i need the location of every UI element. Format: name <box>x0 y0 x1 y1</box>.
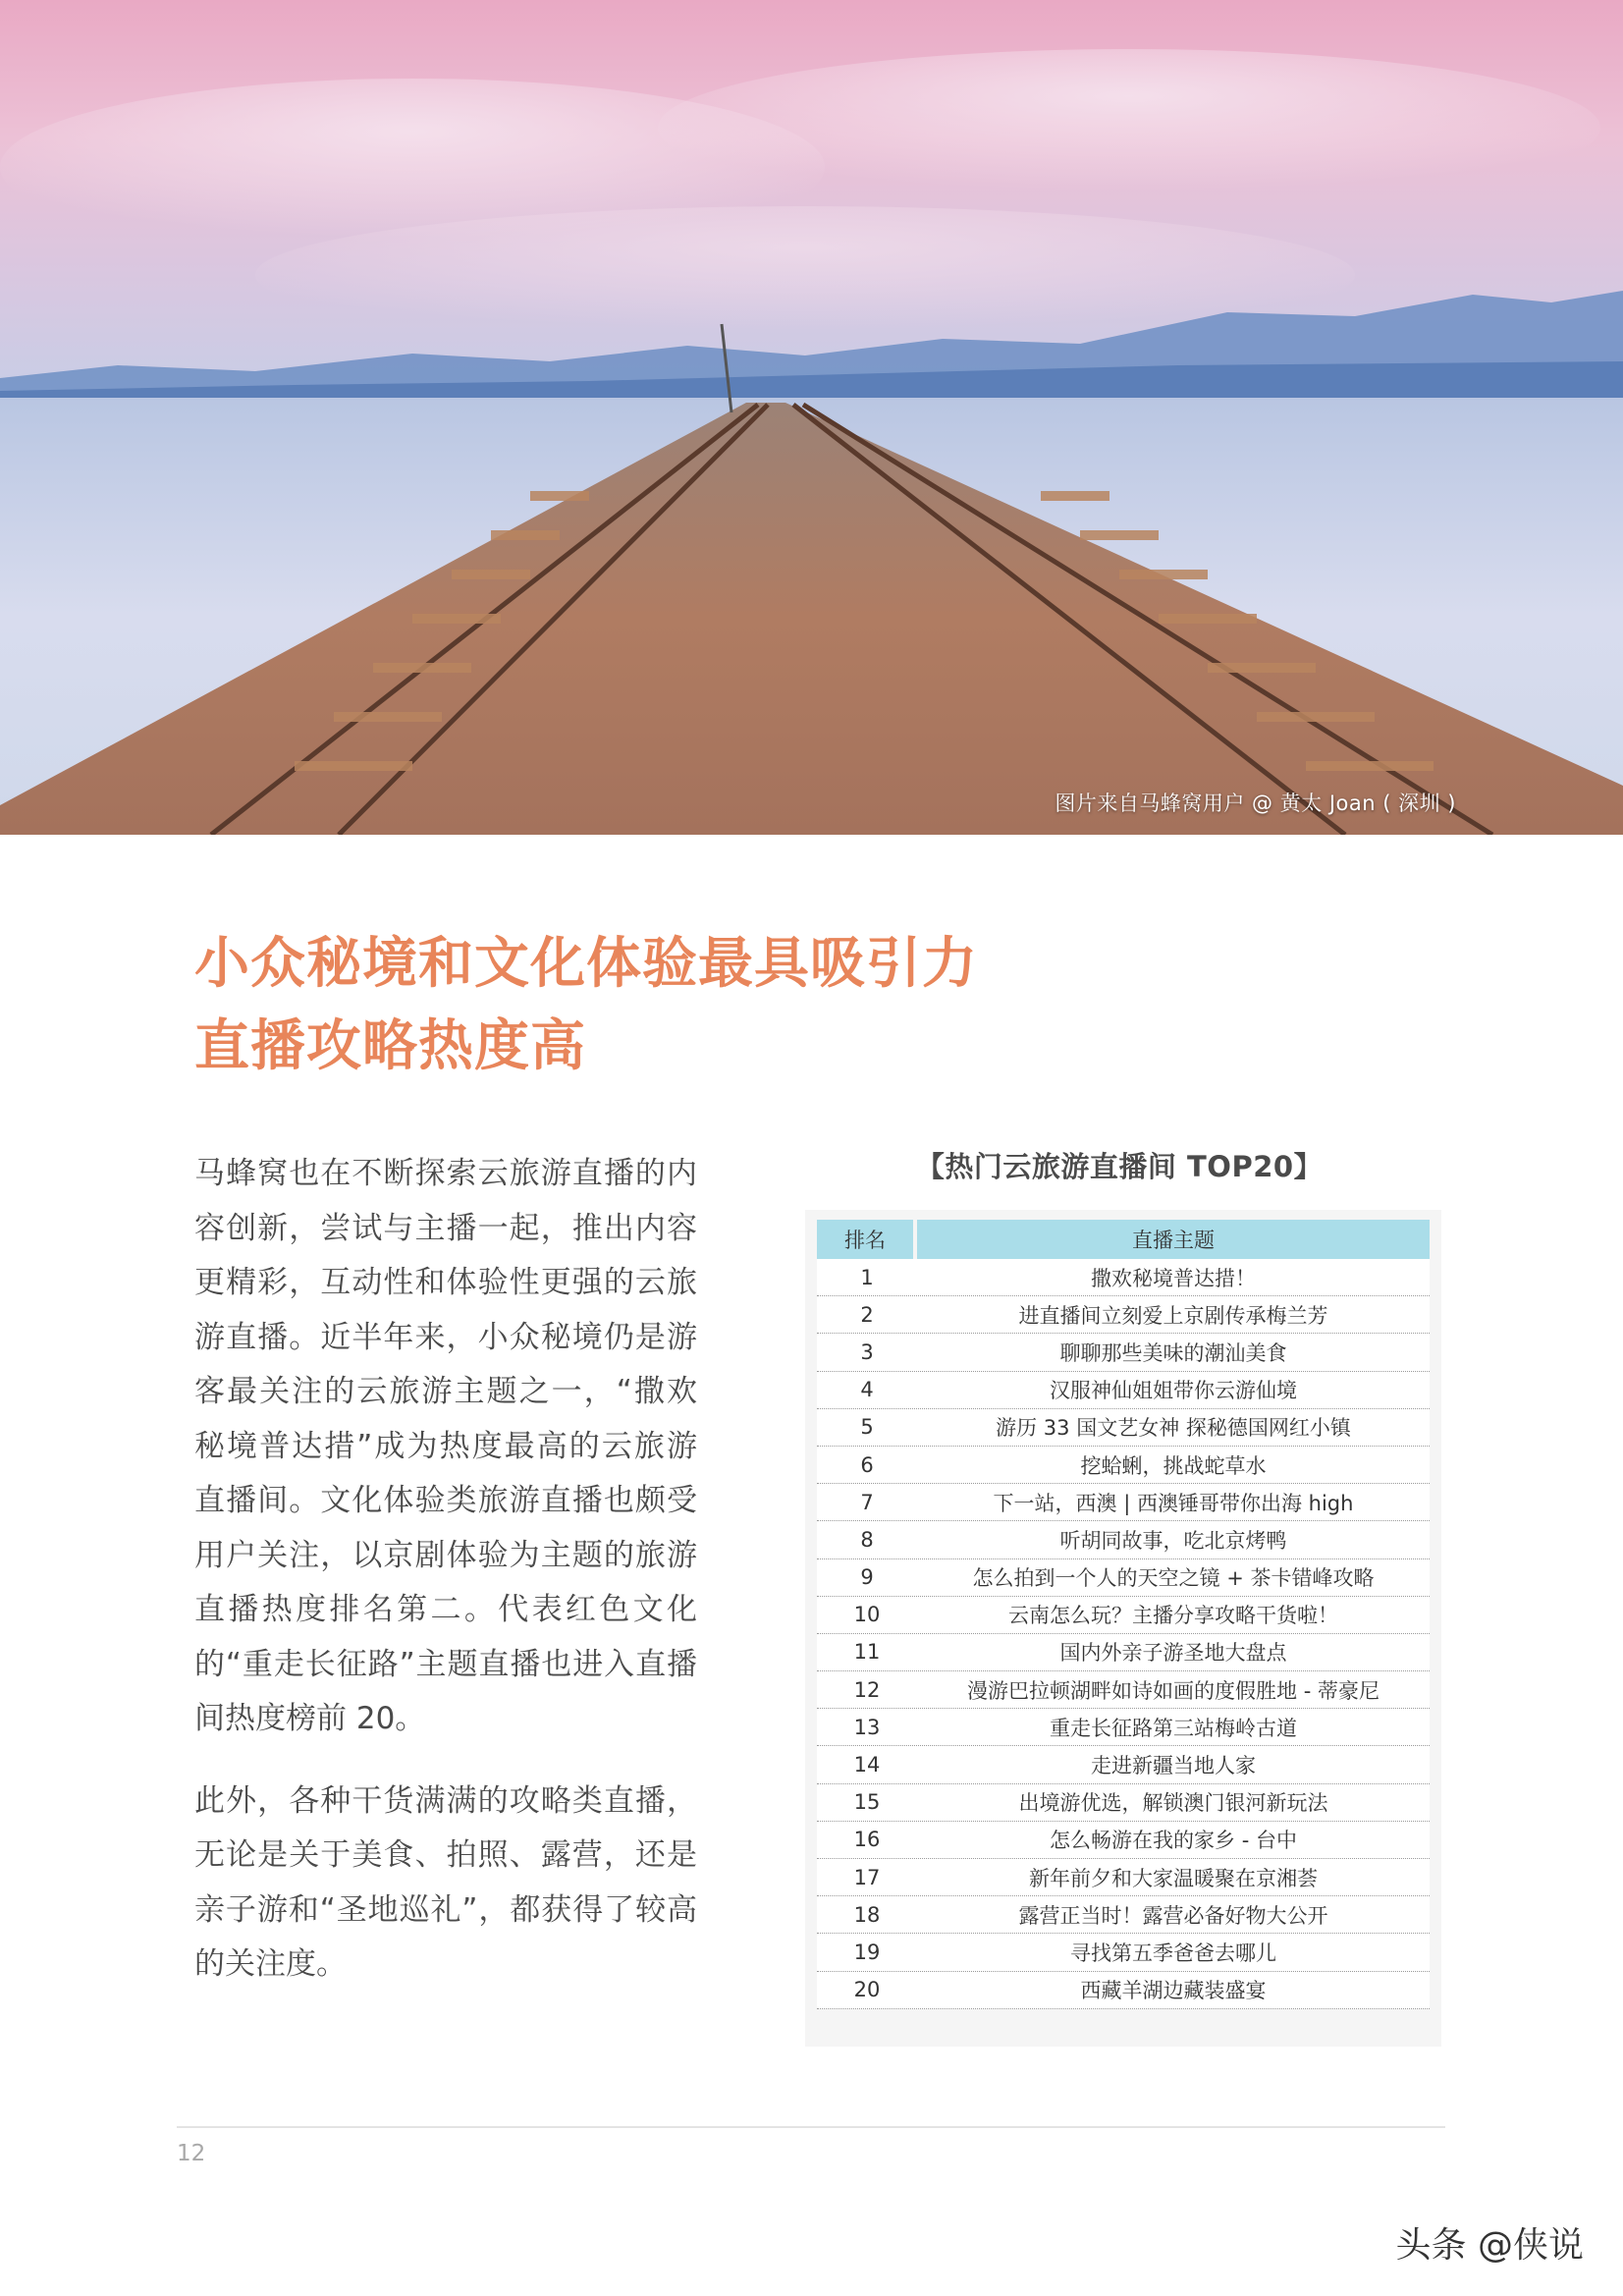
topic-cell: 听胡同故事，吃北京烤鸭 <box>1059 1528 1287 1553</box>
header-rank: 排名 <box>817 1220 913 1259</box>
topic-cell: 游历 33 国文艺女神 探秘德国网红小镇 <box>996 1416 1351 1441</box>
table-header-row <box>817 1220 1430 1259</box>
table-row <box>817 1822 1430 1859</box>
topic-cell: 下一站，西澳 | 西澳锤哥带你出海 high <box>993 1491 1354 1515</box>
rank-cell: 16 <box>853 1828 881 1852</box>
table-row <box>817 1409 1430 1447</box>
topic-cell: 进直播间立刻爱上京剧传承梅兰芳 <box>1018 1303 1328 1328</box>
topic-cell: 新年前夕和大家温暖聚在京湘荟 <box>1029 1866 1318 1890</box>
table-row <box>817 1896 1430 1934</box>
table-row <box>817 1372 1430 1409</box>
page-number: 12 <box>177 2141 206 2166</box>
headline-line-1: 小众秘境和文化体验最具吸引力 <box>194 932 978 996</box>
table-row <box>817 1559 1430 1597</box>
rank-cell: 1 <box>860 1265 874 1289</box>
rank-cell: 10 <box>853 1603 881 1627</box>
ranking-table <box>817 1220 1430 2009</box>
topic-cell: 汉服神仙姐姐带你云游仙境 <box>1050 1379 1297 1403</box>
topic-cell: 云南怎么玩？主播分享攻略干货啦！ <box>1008 1604 1338 1628</box>
rank-cell: 5 <box>860 1415 874 1440</box>
table-row <box>817 1597 1430 1634</box>
photo-credit: 图片来自马蜂窝用户 @ 黄太 Joan ( 深圳 ) <box>1055 792 1456 815</box>
table-row <box>817 1634 1430 1671</box>
table-title: 【热门云旅游直播间 TOP20】 <box>915 1150 1324 1183</box>
table-row <box>817 1447 1430 1484</box>
table-row <box>817 1259 1430 1296</box>
table-row <box>817 1934 1430 1971</box>
header-topic: 直播主题 <box>917 1220 1430 1259</box>
table-row <box>817 1671 1430 1709</box>
topic-cell: 怎么畅游在我的家乡 - 台中 <box>1050 1829 1297 1853</box>
source-watermark: 头条 @侠说 <box>1395 2225 1584 2266</box>
rank-cell: 13 <box>853 1715 881 1739</box>
rank-cell: 8 <box>860 1527 874 1552</box>
rank-cell: 17 <box>853 1865 881 1889</box>
rank-cell: 11 <box>853 1640 881 1665</box>
topic-cell: 撒欢秘境普达措！ <box>1091 1266 1256 1290</box>
topic-cell: 挖蛤蜊，挑战蛇草水 <box>1080 1453 1267 1478</box>
topic-cell: 怎么拍到一个人的天空之镜 + 茶卡错峰攻略 <box>972 1566 1375 1591</box>
rank-cell: 9 <box>860 1565 874 1590</box>
headline-line-2: 直播攻略热度高 <box>194 1014 586 1078</box>
table-row <box>817 1709 1430 1746</box>
rank-cell: 3 <box>860 1339 874 1364</box>
topic-cell: 西藏羊湖边藏装盛宴 <box>1080 1979 1267 2003</box>
table-row <box>817 1784 1430 1822</box>
body-paragraph: 此外，各种干货满满的攻略类直播，无论是关于美食、拍照、露营，还是亲子游和“圣地巡礼”，都获得了较高的关注度。 <box>194 1782 697 1982</box>
topic-cell: 出境游优选，解锁澳门银河新玩法 <box>1018 1791 1328 1816</box>
table-row <box>817 1334 1430 1371</box>
table-row <box>817 1859 1430 1896</box>
rank-cell: 15 <box>853 1790 881 1815</box>
table-row <box>817 1521 1430 1558</box>
rank-cell: 18 <box>853 1902 881 1927</box>
table-row <box>817 1972 1430 2009</box>
railway-lake-image <box>0 0 1623 835</box>
body-paragraph: 马蜂窝也在不断探索云旅游直播的内容创新，尝试与主播一起，推出内容更精彩，互动性和体验性更强的云旅游直播。近半年来，小众秘境仍是游客最关注的云旅游主题之一，“撒欢秘境普达措”成为热度最高的云旅游直播间。文化体验类旅游直播也颇受用户关注，以京剧体验为主题的旅游直播热度排名第二。代表红色文化的“重走长征路”主题直播也进入直播间热度榜前 20。 <box>194 1156 697 1736</box>
table-row <box>817 1296 1430 1334</box>
footer-divider <box>177 2126 1445 2128</box>
rank-cell: 6 <box>860 1452 874 1477</box>
rank-cell: 19 <box>853 1940 881 1964</box>
rank-cell: 7 <box>860 1490 874 1514</box>
topic-cell: 国内外亲子游圣地大盘点 <box>1059 1641 1287 1666</box>
rank-cell: 20 <box>853 1978 881 2002</box>
rank-cell: 12 <box>853 1677 881 1702</box>
hero-photo <box>0 0 1623 835</box>
rank-cell: 2 <box>860 1302 874 1327</box>
body-text-column <box>194 1147 697 2020</box>
topic-cell: 聊聊那些美味的潮汕美食 <box>1059 1340 1287 1365</box>
rank-cell: 14 <box>853 1753 881 1777</box>
ranking-table-card <box>805 1210 1441 2047</box>
section-headline <box>194 923 978 1088</box>
topic-cell: 露营正当时！露营必备好物大公开 <box>1018 1903 1328 1928</box>
table-row <box>817 1746 1430 1783</box>
topic-cell: 漫游巴拉顿湖畔如诗如画的度假胜地 - 蒂豪尼 <box>967 1678 1380 1703</box>
topic-cell: 走进新疆当地人家 <box>1091 1754 1256 1778</box>
rank-cell: 4 <box>860 1378 874 1402</box>
table-row <box>817 1484 1430 1521</box>
table-body <box>817 1259 1430 2009</box>
topic-cell: 重走长征路第三站梅岭古道 <box>1050 1716 1297 1740</box>
topic-cell: 寻找第五季爸爸去哪儿 <box>1070 1941 1276 1965</box>
